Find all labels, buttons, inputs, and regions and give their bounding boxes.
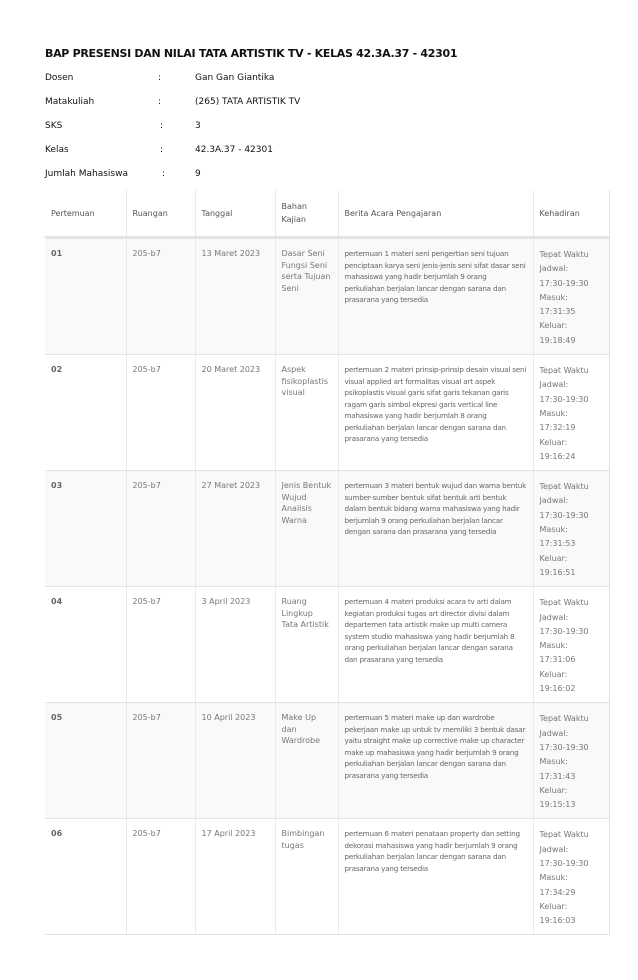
cell-pertemuan: 05 <box>45 703 126 819</box>
cell-pertemuan: 01 <box>45 238 126 355</box>
cell-tanggal: 13 Maret 2023 <box>195 238 275 355</box>
check-out-label: Keluar: <box>539 901 568 911</box>
info-value: 42.3A.37 - 42301 <box>195 145 273 155</box>
table-row <box>45 819 610 935</box>
info-colon: : <box>160 121 164 131</box>
table-row <box>45 355 610 471</box>
check-out-value: 19:16:02 <box>539 684 576 694</box>
cell-ruangan: 205-b7 <box>126 471 195 587</box>
check-out-label: Keluar: <box>539 669 568 679</box>
cell-ruangan: 205-b7 <box>126 355 195 471</box>
cell-bahan-kajian: Jenis Bentuk Wujud Analisis Warna <box>275 471 338 587</box>
cell-tanggal: 10 April 2023 <box>195 703 275 819</box>
cell-tanggal: 17 April 2023 <box>195 819 275 935</box>
cell-berita-acara: pertemuan 2 materi prinsip-prinsip desain visual seni visual applied art formalitas visual art aspek psikoplastis visual garis sifat garis tekanan garis ragam garis simbol ekpresi garis vertical line mahasiswa yang hadir berjumlah 8 orang perkuliahan berjalan lancar dengan sarana dan prasarana yang tersedia <box>338 355 533 471</box>
cell-bahan-kajian: Bimbingan tugas <box>275 819 338 935</box>
schedule-value: 17:30-19:30 <box>539 510 589 520</box>
schedule-label: Jadwal: <box>539 728 569 738</box>
cell-tanggal: 27 Maret 2023 <box>195 471 275 587</box>
column-header: Tanggal <box>195 190 275 238</box>
column-header: Ruangan <box>126 190 195 238</box>
column-header: Pertemuan <box>45 190 126 238</box>
cell-tanggal: 20 Maret 2023 <box>195 355 275 471</box>
info-colon: : <box>162 169 166 179</box>
cell-bahan-kajian: Ruang Lingkup Tata Artistik <box>275 587 338 703</box>
cell-pertemuan: 02 <box>45 355 126 471</box>
check-in-label: Masuk: <box>539 292 568 302</box>
info-row-dosen <box>45 73 445 97</box>
schedule-value: 17:30-19:30 <box>539 394 589 404</box>
info-colon: : <box>158 73 162 83</box>
check-out-label: Keluar: <box>539 321 568 331</box>
check-out-value: 19:18:49 <box>539 335 576 345</box>
cell-kehadiran <box>533 819 610 935</box>
table-body <box>45 238 610 935</box>
attendance-status: Tepat Waktu <box>539 714 589 724</box>
check-in-label: Masuk: <box>539 525 568 535</box>
info-row-kelas <box>45 145 445 169</box>
check-in-value: 17:31:06 <box>539 655 576 665</box>
cell-kehadiran <box>533 355 610 471</box>
check-out-value: 19:16:24 <box>539 451 576 461</box>
table-row <box>45 471 610 587</box>
table-header-row <box>45 190 610 238</box>
attendance-status: Tepat Waktu <box>539 598 589 608</box>
cell-berita-acara: pertemuan 1 materi seni pengertian seni tujuan penciptaan karya seni jenis-jenis seni sifat dasar seni mahasiswa yang hadir berjumlah 9 orang perkuliahan berjalan lancar dengan sarana dan prasarana yang tersedia <box>338 238 533 355</box>
check-in-value: 17:31:35 <box>539 307 576 317</box>
info-label: Kelas <box>45 145 69 155</box>
schedule-label: Jadwal: <box>539 612 569 622</box>
schedule-label: Jadwal: <box>539 496 569 506</box>
check-in-label: Masuk: <box>539 641 568 651</box>
attendance-status: Tepat Waktu <box>539 830 589 840</box>
cell-kehadiran <box>533 587 610 703</box>
info-value: 9 <box>195 169 201 179</box>
cell-ruangan: 205-b7 <box>126 703 195 819</box>
cell-kehadiran <box>533 471 610 587</box>
cell-berita-acara: pertemuan 5 materi make up dan wardrobe pekerjaan make up untuk tv memiliki 3 bentuk dasar yaitu straight make up corrective make up character make up mahasiswa yang hadir berjumlah 9 orang perkuliahan berjalan lancar dengan sarana dan prasarana yang tersedia <box>338 703 533 819</box>
info-colon: : <box>160 145 164 155</box>
check-in-value: 17:31:53 <box>539 539 576 549</box>
cell-bahan-kajian: Dasar Seni Fungsi Seni serta Tujuan Seni <box>275 238 338 355</box>
schedule-value: 17:30-19:30 <box>539 858 589 868</box>
cell-ruangan: 205-b7 <box>126 238 195 355</box>
cell-kehadiran <box>533 703 610 819</box>
table-row <box>45 703 610 819</box>
course-info <box>45 73 445 193</box>
attendance-status: Tepat Waktu <box>539 250 589 259</box>
cell-pertemuan: 04 <box>45 587 126 703</box>
cell-tanggal: 3 April 2023 <box>195 587 275 703</box>
cell-pertemuan: 06 <box>45 819 126 935</box>
check-out-value: 19:16:03 <box>539 916 576 926</box>
cell-berita-acara: pertemuan 3 materi bentuk wujud dan warna bentuk sumber-sumber bentuk sifat bentuk arti bentuk dalam bentuk bidang warna mahasiswa yang hadir berjumlah 9 orang perkuliahan berjalan lancar dengan sarana dan prasarana yang tersedia <box>338 471 533 587</box>
schedule-label: Jadwal: <box>539 380 569 390</box>
table-row <box>45 238 610 355</box>
info-colon: : <box>158 97 162 107</box>
attendance-status: Tepat Waktu <box>539 482 589 492</box>
check-in-label: Masuk: <box>539 757 568 767</box>
info-row-matakuliah <box>45 97 445 121</box>
check-in-value: 17:34:29 <box>539 887 576 897</box>
attendance-table <box>45 190 610 935</box>
cell-berita-acara: pertemuan 6 materi penataan property dan setting dekorasi mahasiswa yang hadir berjumlah 9 orang perkuliahan berjalan lancar dengan sarana dan prasarana yang tersedia <box>338 819 533 935</box>
check-in-label: Masuk: <box>539 408 568 418</box>
info-value: Gan Gan Giantika <box>195 73 275 83</box>
schedule-value: 17:30-19:30 <box>539 742 589 752</box>
cell-ruangan: 205-b7 <box>126 819 195 935</box>
schedule-value: 17:30-19:30 <box>539 626 589 636</box>
attendance-table-container <box>45 190 610 935</box>
cell-pertemuan: 03 <box>45 471 126 587</box>
table-row <box>45 587 610 703</box>
info-label: SKS <box>45 121 63 131</box>
check-in-label: Masuk: <box>539 873 568 883</box>
info-label: Matakuliah <box>45 97 95 107</box>
check-out-label: Keluar: <box>539 785 568 795</box>
cell-bahan-kajian: Make Up dan Wardrobe <box>275 703 338 819</box>
cell-bahan-kajian: Aspek fisikoplastis visual <box>275 355 338 471</box>
column-header: Kehadiran <box>533 190 610 238</box>
check-out-label: Keluar: <box>539 437 568 447</box>
check-out-value: 19:15:13 <box>539 800 576 810</box>
info-value: (265) TATA ARTISTIK TV <box>195 97 301 107</box>
check-in-value: 17:31:43 <box>539 771 576 781</box>
info-label: Dosen <box>45 73 74 83</box>
attendance-status: Tepat Waktu <box>539 366 589 376</box>
check-out-label: Keluar: <box>539 553 568 563</box>
cell-kehadiran <box>533 238 610 355</box>
column-header: Berita Acara Pengajaran <box>338 190 533 238</box>
check-in-value: 17:32:19 <box>539 423 576 433</box>
cell-ruangan: 205-b7 <box>126 587 195 703</box>
info-row-sks <box>45 121 445 145</box>
column-header: Bahan Kajian <box>275 190 338 238</box>
check-out-value: 19:16:51 <box>539 567 576 577</box>
info-label: Jumlah Mahasiswa <box>45 169 128 179</box>
page-title: BAP PRESENSI DAN NILAI TATA ARTISTIK TV - KELAS 42.3A.37 - 42301 <box>45 47 458 60</box>
schedule-value: 17:30-19:30 <box>539 278 589 288</box>
info-value: 3 <box>195 121 201 131</box>
cell-berita-acara: pertemuan 4 materi produksi acara tv arti dalam kegiatan produksi tugas art director divisi dalam departemen tata artistik make up multi camera system studio mahasiswa yang hadir berjumlah 8 orang perkuliahan berjalan lancar dengan sarana dan prasarana yang tersedia <box>338 587 533 703</box>
schedule-label: Jadwal: <box>539 264 569 274</box>
schedule-label: Jadwal: <box>539 844 569 854</box>
